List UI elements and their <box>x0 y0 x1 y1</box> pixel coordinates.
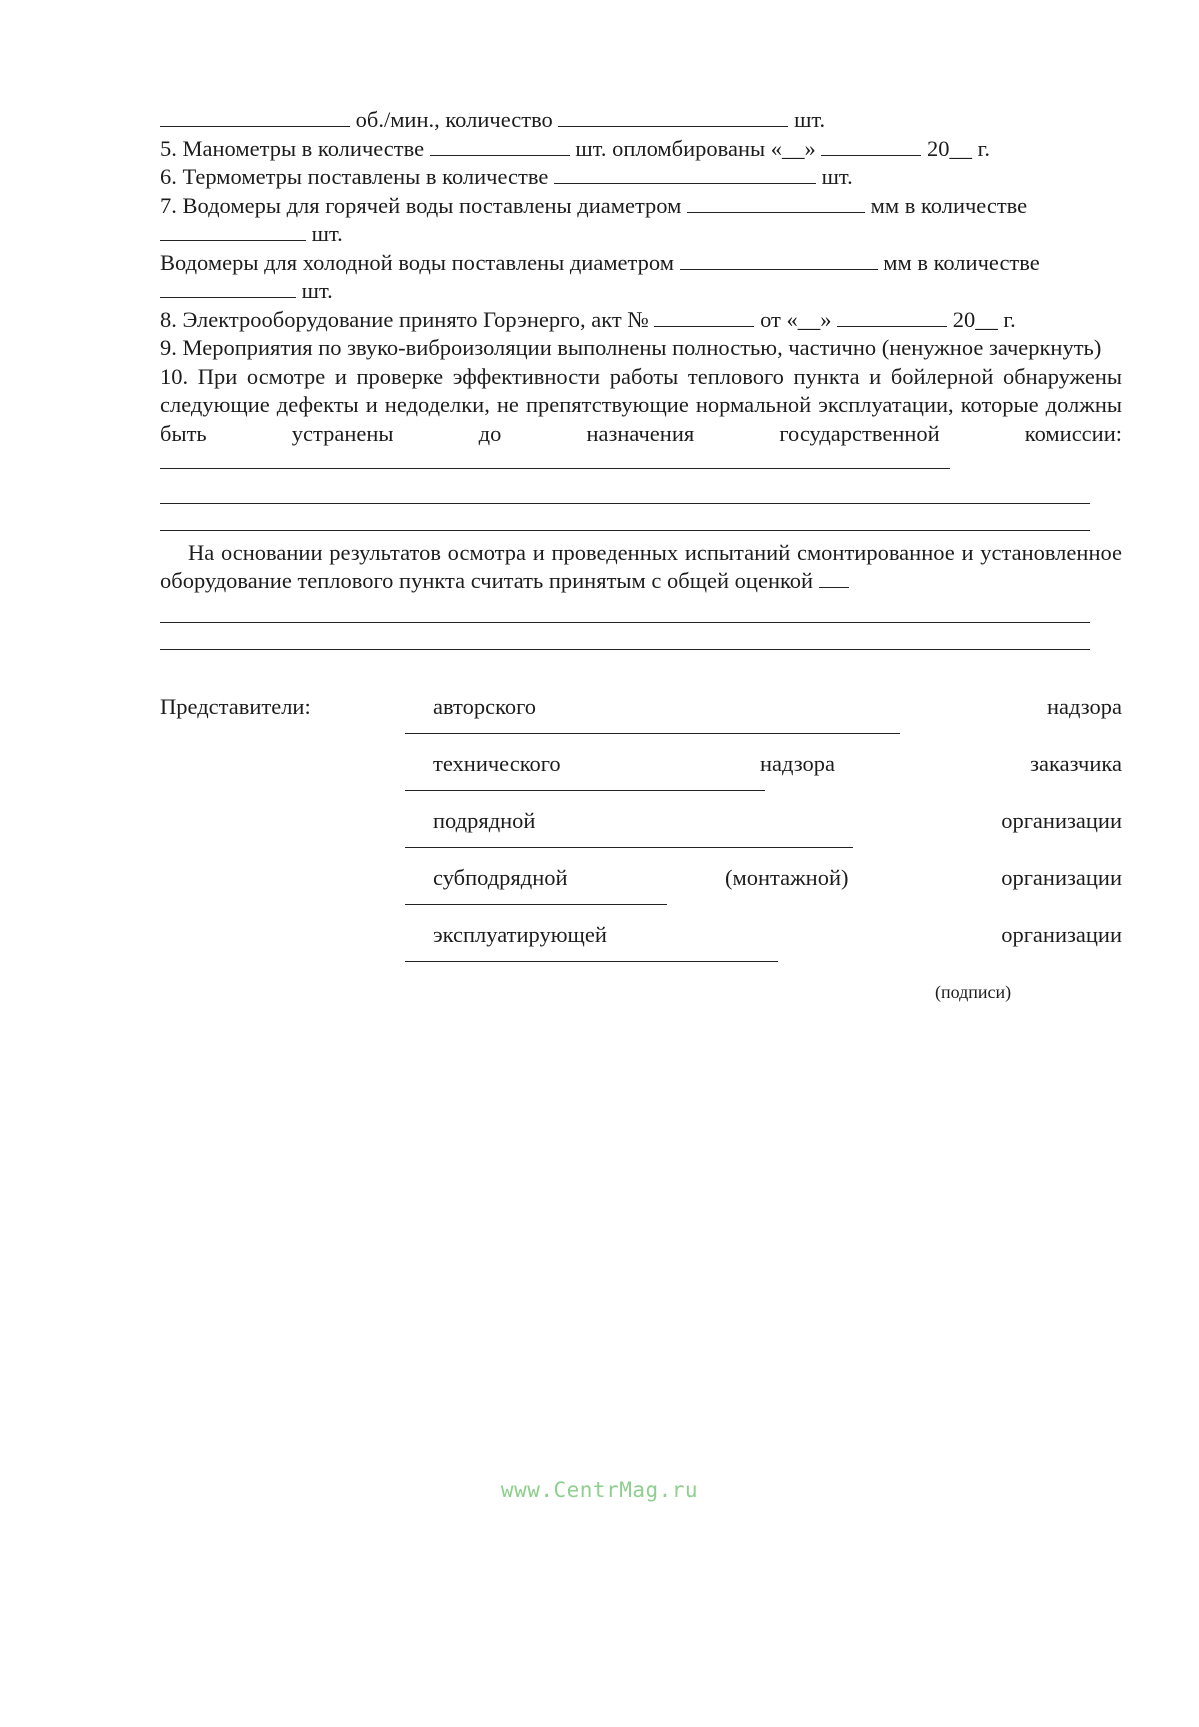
rep-subcontractor-installation: (монтажной) <box>725 865 849 890</box>
blank-rating-3 <box>160 623 1090 650</box>
rep-technical-supervision: надзора <box>760 751 835 776</box>
signature-line-contractor <box>405 846 853 848</box>
item-7-cold-qty <box>160 277 1122 306</box>
item-7-hot-label: 7. Водомеры для горячей воды поставлены диаметром <box>160 192 682 218</box>
rep-row-technical <box>160 751 1122 808</box>
blank-manometer-date <box>821 154 921 156</box>
blank-hot-qty <box>160 239 306 241</box>
item-6-label: 6. Термометры поставлены в количестве <box>160 164 549 189</box>
rep-operating-org: организации <box>1001 922 1122 947</box>
rep-author-supervision: надзора <box>1047 694 1122 719</box>
blank-defects-3 <box>160 504 1090 531</box>
item-7-cold-mm: мм в количестве <box>883 249 1040 275</box>
item-7-hot-mm: мм в количестве <box>870 192 1028 218</box>
blank-act-number <box>654 325 754 327</box>
item-7-cold-label: Водомеры для холодной воды поставлены диаметром <box>160 249 674 275</box>
item-5-sealed: шт. опломбированы «__» <box>575 135 816 161</box>
blank-cold-qty <box>160 296 296 298</box>
representatives-block <box>160 694 1122 979</box>
rep-subcontractor-org: организации <box>1001 865 1122 890</box>
item-5 <box>160 135 1122 164</box>
blank-rpm-qty <box>558 125 788 127</box>
item-7-cold-unit: шт. <box>301 278 333 303</box>
rep-contractor-word: подрядной <box>433 808 536 833</box>
item-7-hot <box>160 192 1122 221</box>
conclusion <box>160 539 1122 596</box>
blank-manometer-qty <box>430 154 570 156</box>
item-10-text: 10. При осмотре и проверке эффективности работы теплового пункта и бойлерной обнаружены следующие дефекты и недоделки, не препятствующие нормальной эксплуатации, которые должны быть устранены до назначения государственной комиссии: <box>160 363 1122 446</box>
item-8 <box>160 306 1122 335</box>
blank-thermometer-qty <box>554 182 816 184</box>
rep-row-author <box>160 694 1122 751</box>
signature-line-subcontractor <box>405 903 667 905</box>
item-6-unit: шт. <box>821 164 853 189</box>
signature-line-operating <box>405 960 778 962</box>
rep-technical-customer: заказчика <box>1030 751 1122 776</box>
item-5-label: 5. Манометры в количестве <box>160 135 425 161</box>
blank-rpm <box>160 125 350 127</box>
rep-contractor-org: организации <box>1001 808 1122 833</box>
blank-hot-diameter <box>687 211 865 213</box>
item-6 <box>160 163 1122 192</box>
item-8-from: от «__» <box>760 306 832 332</box>
blank-rating-2 <box>160 596 1090 623</box>
rpm-line <box>160 106 1122 135</box>
item-7-hot-unit: шт. <box>311 221 343 246</box>
item-10 <box>160 363 1122 477</box>
conclusion-text: На основании результатов осмотра и проведенных испытаний смонтированное и установленное оборудование теплового пункта считать принятым с общей оценкой <box>160 539 1122 593</box>
site-watermark: www.CentrMag.ru <box>500 1478 699 1502</box>
rep-row-subcontractor <box>160 865 1122 922</box>
blank-cold-diameter <box>680 268 878 270</box>
representatives-label: Представители: <box>160 694 311 719</box>
rep-author-word: авторского <box>433 694 537 719</box>
rep-row-contractor <box>160 808 1122 865</box>
signature-line-author <box>405 732 900 734</box>
item-7-cold <box>160 249 1122 278</box>
rep-subcontractor-word: субподрядной <box>433 865 568 890</box>
blank-act-date <box>837 325 947 327</box>
blank-defects-1 <box>160 467 950 469</box>
item-9: 9. Мероприятия по звуко-виброизоляции выполнены полностью, частично (ненужное зачеркнуть) <box>160 335 1102 360</box>
item-8-year: 20__ г. <box>952 306 1016 332</box>
item-5-year: 20__ г. <box>927 135 990 161</box>
rpm-unit: шт. <box>794 107 826 132</box>
item-7-hot-qty <box>160 220 1122 249</box>
rpm-label: об./мин., количество <box>355 107 553 132</box>
blank-rating <box>819 586 849 588</box>
item-8-label: 8. Электрооборудование принято Горэнерго, акт № <box>160 306 649 332</box>
rep-technical-word: технического <box>433 751 561 776</box>
form-body <box>160 106 1122 650</box>
signature-line-technical <box>405 789 765 791</box>
signatures-note: (подписи) <box>935 982 1012 1002</box>
blank-defects-2 <box>160 477 1090 504</box>
rep-row-operating <box>160 922 1122 979</box>
rep-operating-word: эксплуатирующей <box>433 922 607 947</box>
